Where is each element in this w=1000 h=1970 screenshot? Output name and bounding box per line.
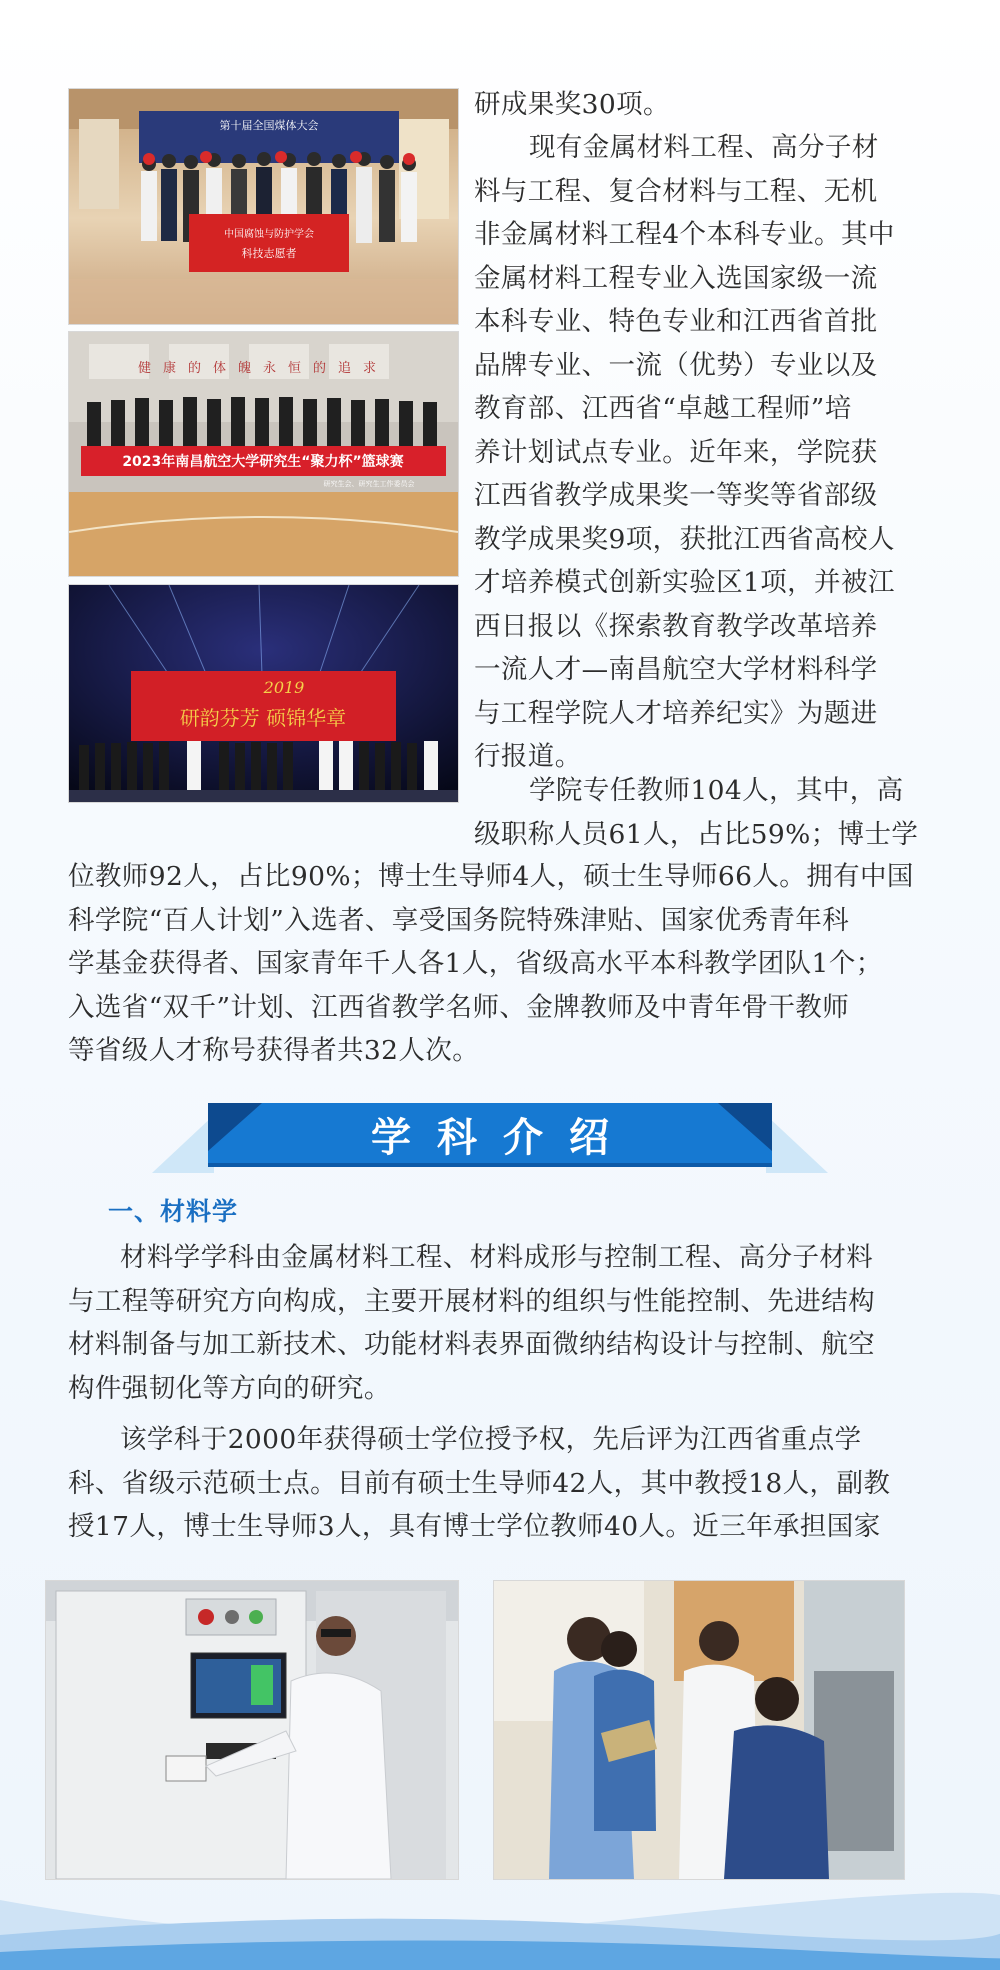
section-subheading: 一、材料学 — [108, 1197, 239, 1226]
lab-researchers-photo — [493, 1580, 905, 1880]
volunteers-banner-top: 第十届全国煤体大会 — [219, 119, 319, 132]
intro-p2-line: 江西省教学成果奖一等奖等省部级 — [474, 480, 878, 511]
intro-p2-line: 西日报以《探索教育教学改革培养 — [474, 610, 878, 642]
volunteers-banner-line1: 中国腐蚀与防护学会 — [224, 229, 314, 240]
section-heading — [152, 1101, 828, 1173]
intro-p3-line: 科学院“百人计划”入选者、享受国务院特殊津贴、国家优秀青年科 — [68, 904, 850, 936]
intro-p2-line: 金属材料工程专业入选国家级一流 — [474, 262, 878, 294]
basketball-banner-sub: 研究生会、研究生工作委员会 — [323, 480, 415, 488]
intro-paragraph-3 — [474, 769, 922, 856]
stage-banner: 研韵芬芳 硕锦华章 — [179, 706, 347, 730]
intro-paragraph-2 — [474, 126, 922, 779]
stage-photo-art — [69, 585, 458, 802]
intro-p2-line: 养计划试点专业。近年来，学院获 — [474, 436, 878, 468]
volunteers-banner-line2: 科技志愿者 — [241, 247, 297, 260]
intro-p3-line: 学基金获得者、国家青年千人各1人，省级高水平本科教学团队1个； — [68, 948, 883, 979]
gym-wall-text: 健康的体魄永恒的追求 — [137, 361, 389, 376]
materials-paragraph-2 — [68, 1418, 922, 1549]
materials-p1-line: 材料学学科由金属材料工程、材料成形与控制工程、高分子材料 — [120, 1242, 874, 1273]
lab-control-panel-photo — [45, 1580, 459, 1880]
lab-control-panel-art — [46, 1581, 458, 1879]
materials-paragraph-1 — [68, 1236, 922, 1410]
basketball-photo — [68, 331, 459, 577]
intro-p2-line: 一流人才—南昌航空大学材料科学 — [474, 654, 878, 685]
intro-paragraph-3-continued — [68, 855, 922, 1073]
materials-p2-line: 该学科于2000年获得硕士学位授予权，先后评为江西省重点学 — [120, 1424, 862, 1455]
intro-p3-line: 学院专任教师104人，其中，高 — [529, 775, 904, 806]
basketball-banner: 2023年南昌航空大学研究生“聚力杯”篮球赛 — [122, 454, 404, 470]
intro-p2-line: 才培养模式创新实验区1项，并被江 — [474, 567, 895, 598]
section-heading-text: 学科介绍 — [371, 1114, 635, 1161]
materials-p2-line: 授17人，博士生导师3人，具有博士学位教师40人。近三年承担国家 — [68, 1511, 881, 1542]
basketball-photo-art — [69, 332, 458, 576]
intro-p2-line: 教育部、江西省“卓越工程师”培 — [474, 393, 852, 424]
intro-p3-line: 位教师92人，占比90%；博士生导师4人，硕士生导师66人。拥有中国 — [68, 861, 914, 892]
intro-p1-line: 研成果奖30项。 — [474, 89, 670, 120]
intro-p2-line: 行报道。 — [474, 741, 582, 772]
materials-p1-line: 材料制备与加工新技术、功能材料表界面微纳结构设计与控制、航空 — [68, 1329, 875, 1360]
intro-p2-line: 品牌专业、一流（优势）专业以及 — [474, 349, 878, 381]
intro-p3-line: 入选省“双千”计划、江西省教学名师、金牌教师及中青年骨干教师 — [68, 991, 850, 1023]
intro-p3-line: 等省级人才称号获得者共32人次。 — [68, 1035, 480, 1066]
stage-year: 2019 — [263, 678, 305, 697]
intro-paragraph-1 — [474, 83, 922, 127]
lab-researchers-art — [494, 1581, 904, 1879]
materials-p1-line: 与工程等研究方向构成，主要开展材料的组织与性能控制、先进结构 — [68, 1285, 875, 1317]
intro-p2-line: 本科专业、特色专业和江西省首批 — [474, 306, 878, 337]
intro-p2-line: 与工程学院人才培养纪实》为题进 — [474, 697, 878, 729]
intro-p2-line: 非金属材料工程4个本科专业。其中 — [474, 219, 895, 250]
volunteers-photo-art — [69, 89, 458, 324]
intro-p2-line: 教学成果奖9项，获批江西省高校人 — [474, 523, 895, 555]
materials-p2-line: 科、省级示范硕士点。目前有硕士生导师42人，其中教授18人，副教 — [68, 1467, 891, 1499]
intro-p3-line: 级职称人员61人，占比59%；博士学 — [474, 818, 919, 850]
intro-p2-line: 料与工程、复合材料与工程、无机 — [474, 175, 878, 207]
volunteers-photo — [68, 88, 459, 325]
materials-p1-line: 构件强韧化等方向的研究。 — [68, 1372, 391, 1404]
intro-p2-line: 现有金属材料工程、高分子材 — [529, 132, 879, 163]
stage-photo — [68, 584, 459, 803]
bottom-wave-decoration — [0, 1860, 1000, 1970]
